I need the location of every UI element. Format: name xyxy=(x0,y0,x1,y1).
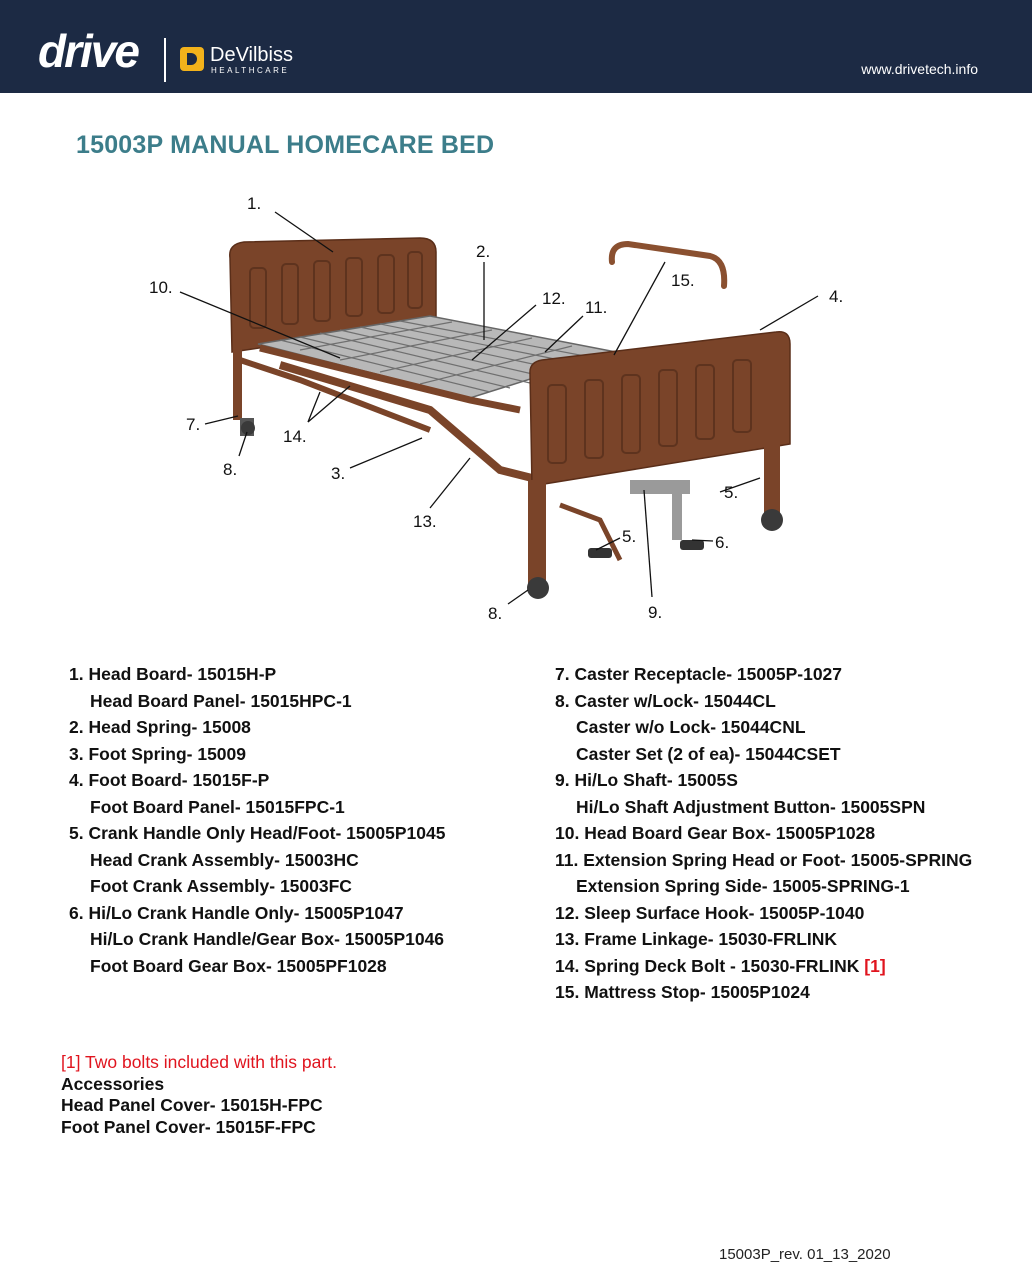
callout-3: 3. xyxy=(331,464,346,483)
part-sub-item: Head Crank Assembly- 15003HC xyxy=(90,849,359,870)
part-number: 4. xyxy=(69,770,84,790)
part-number: 5. xyxy=(69,823,84,843)
notes-section xyxy=(61,1052,337,1138)
footnote: [1] Two bolts included with this part. xyxy=(61,1052,337,1072)
part-number: 15. xyxy=(555,982,580,1002)
footnote-ref: [1] xyxy=(864,955,886,976)
part-number: 7. xyxy=(555,664,570,684)
callout-11: 11. xyxy=(585,298,608,317)
part-number: 9. xyxy=(555,770,570,790)
part-item xyxy=(555,688,972,715)
part-label: Caster Receptacle- 15005P-1027 xyxy=(574,664,843,684)
part-item xyxy=(555,979,972,1006)
part-sub-item: Foot Board Panel- 15015FPC-1 xyxy=(90,796,345,817)
foot-board xyxy=(527,332,790,599)
part-item xyxy=(555,820,972,847)
part-number: 3. xyxy=(69,743,84,764)
part-label: Caster w/Lock- 15044CL xyxy=(574,690,776,711)
part-sub-item: Foot Crank Assembly- 15003FC xyxy=(90,876,352,896)
part-item xyxy=(555,767,972,794)
parts-list-left xyxy=(69,661,445,979)
part-label: Mattress Stop- 15005P1024 xyxy=(584,982,810,1002)
part-label: Head Spring- 15008 xyxy=(88,717,251,737)
mattress-stop xyxy=(612,244,724,286)
part-number: 13. xyxy=(555,929,580,949)
part-label: Extension Spring Head or Foot- 15005-SPRING xyxy=(583,849,973,870)
callout-15: 15. xyxy=(671,271,695,290)
part-number: 11. xyxy=(555,849,579,870)
part-label: Sleep Surface Hook- 15005P-1040 xyxy=(584,902,865,923)
website-link[interactable]: www.drivetech.info xyxy=(861,61,978,77)
part-number: 12. xyxy=(555,902,580,923)
parts-list-right xyxy=(555,661,972,1006)
callout-10: 10. xyxy=(149,278,173,297)
part-number: 8. xyxy=(555,690,570,711)
part-number: 14. xyxy=(555,955,580,976)
part-item xyxy=(69,741,445,768)
accessories-title: Accessories xyxy=(61,1073,165,1094)
part-label: Hi/Lo Shaft- 15005S xyxy=(574,770,738,790)
part-item xyxy=(555,900,972,927)
part-number: 10. xyxy=(555,823,580,843)
devilbiss-logo-name: DeVilbiss xyxy=(210,44,293,66)
part-label: Foot Board- 15015F-P xyxy=(88,770,270,790)
callout-9: 9. xyxy=(648,603,663,622)
callout-14: 14. xyxy=(283,427,307,446)
part-item xyxy=(555,953,972,980)
callout-2: 2. xyxy=(476,242,491,261)
part-label: Frame Linkage- 15030-FRLINK xyxy=(584,929,838,949)
callout-5a: 5. xyxy=(724,483,739,502)
callout-5b: 5. xyxy=(622,527,637,546)
part-sub-item: Head Board Panel- 15015HPC-1 xyxy=(90,690,352,711)
devilbiss-logo-sub: HEALTHCARE xyxy=(211,66,290,75)
page-title: 15003P MANUAL HOMECARE BED xyxy=(76,131,495,159)
callout-1: 1. xyxy=(247,194,262,213)
revision-footer: 15003P_rev. 01_13_2020 xyxy=(719,1246,891,1263)
part-sub-item: Foot Board Gear Box- 15005PF1028 xyxy=(90,955,387,976)
accessory-item: Foot Panel Cover- 15015F-FPC xyxy=(61,1116,316,1137)
part-item xyxy=(555,926,972,953)
part-label: Head Board Gear Box- 15005P1028 xyxy=(584,823,876,843)
part-item xyxy=(69,714,445,741)
part-sub-item: Hi/Lo Crank Handle/Gear Box- 15005P1046 xyxy=(90,929,445,949)
part-sub-item: Caster Set (2 of ea)- 15044CSET xyxy=(576,743,841,764)
part-sub-item: Hi/Lo Shaft Adjustment Button- 15005SPN xyxy=(576,796,926,817)
part-label: Crank Handle Only Head/Foot- 15005P1045 xyxy=(88,823,446,843)
callout-12: 12. xyxy=(542,289,566,308)
callout-4: 4. xyxy=(829,287,844,306)
callout-7: 7. xyxy=(186,415,201,434)
part-label: Head Board- 15015H-P xyxy=(88,664,277,684)
part-number: 1. xyxy=(69,664,84,684)
part-item xyxy=(69,820,445,847)
part-item xyxy=(69,900,445,927)
part-sub-item: Extension Spring Side- 15005-SPRING-1 xyxy=(576,876,910,896)
part-number: 6. xyxy=(69,902,84,923)
callout-8b: 8. xyxy=(488,604,503,623)
callout-8a: 8. xyxy=(223,460,238,479)
part-label: Hi/Lo Crank Handle Only- 15005P1047 xyxy=(88,902,404,923)
callout-13: 13. xyxy=(413,512,437,531)
callout-6: 6. xyxy=(715,533,730,552)
part-label: Foot Spring- 15009 xyxy=(88,743,247,764)
part-item xyxy=(555,661,972,688)
part-item xyxy=(69,767,445,794)
part-item xyxy=(69,661,445,688)
drive-logo: drive xyxy=(38,25,138,77)
part-item xyxy=(555,847,972,874)
part-sub-item: Caster w/o Lock- 15044CNL xyxy=(576,717,806,737)
accessory-item: Head Panel Cover- 15015H-FPC xyxy=(61,1095,323,1115)
part-number: 2. xyxy=(69,717,84,737)
part-label: Spring Deck Bolt - 15030-FRLINK xyxy=(584,955,860,976)
